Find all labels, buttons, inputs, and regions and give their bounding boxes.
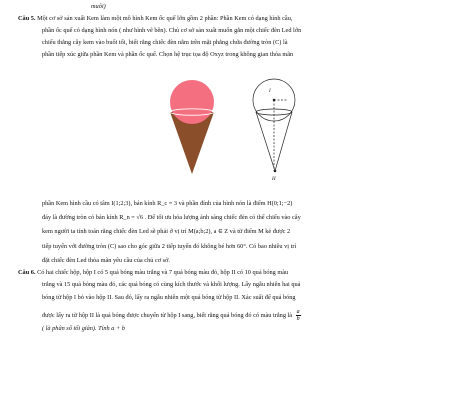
q5-line-6: đáy là đường tròn có bán kính R_n = √6 . Để tối ưu hóa lượng ánh sáng chiếc đèn có thể chiếu vào cây [42, 214, 301, 221]
ice-cream-colored [170, 80, 214, 174]
q5-label: Câu 5. [18, 15, 36, 22]
q5-line-1: Câu 5. Một cơ sở sản xuất Kem làm một mô hình Kem ốc quế lớn gồm 2 phần: Phần Kem có dạng hình cầu, [18, 15, 293, 22]
ice-cream-figures [164, 78, 310, 188]
ice-cream-diagram [253, 79, 295, 172]
q6-line-2: trắng và 15 quả bóng màu đỏ, các quả bóng có cùng kích thước và khối lượng. Lấy ngẫu nhiên hai quả [42, 281, 301, 288]
top-fragment: muôi) [91, 3, 106, 10]
q5-line-2: phần ốc quế có dạng hình nón ( như hình vẽ bên). Chủ cơ sở sản xuất muốn gắn một chiếc đèn Led lớn [42, 27, 302, 34]
q6-label: Câu 6. [18, 269, 36, 276]
q6-line-5: ( là phân số tối giản). Tính a + b [42, 325, 125, 332]
q5-line-3: chiếu thẳng cây kem vào buổi tối, biết rằng chiếc đèn nằm trên mặt phẳng chứa đường tròn (C) là [42, 39, 288, 46]
q5-line-9: đặt chiếc đèn Led thỏa mãn yêu cầu của chủ cơ sở. [42, 257, 170, 264]
q5-line-8: tiếp tuyến với đường tròn (C) sao cho góc giữa 2 tiếp tuyến đó không bé hơn 60°. Có bao nhiêu vị trí [42, 243, 297, 250]
label-i: I [269, 89, 271, 94]
q6-line-3: bóng từ hộp I bỏ vào hộp II. Sau đó, lấy ra ngẫu nhiên một quả bóng từ hộp II. Xác suất để quả bóng [42, 294, 296, 301]
q5-line-7: kem người ta tính toán rằng chiếc đèn Led sẽ phải ở vị trí M(a;b;2), a ∈ Z và từ điểm M kẻ được 2 [42, 228, 291, 235]
q5-line-5: phần Kem hình cầu có tâm I(1;2;3), bán kính R_c = 3 và phần đỉnh của hình nón là điểm H(0;1;−2) [42, 200, 293, 207]
q6-line-1: Câu 6. Có hai chiếc hộp, hộp I có 5 quả bóng màu trắng và 7 quả bóng màu đỏ, hộp II có 10 quả bóng màu [18, 269, 289, 276]
label-h: H [272, 177, 276, 182]
ice-cream-sphere [170, 80, 214, 124]
q5-line-4: phần tiếp xúc giữa phần Kem và phần ốc quế. Chọn hệ trục tọa độ Oxyz trong không gian thỏa mãn [42, 51, 294, 58]
fraction-a-over-b: $\frac{a}{b}$ [296, 309, 300, 322]
q6-line-4: được lấy ra từ hộp II là quả bóng được chuyển từ hộp I sang, biết rằng quả bóng đó có màu trắng là $\frac{a}{b}$ [42, 309, 300, 322]
